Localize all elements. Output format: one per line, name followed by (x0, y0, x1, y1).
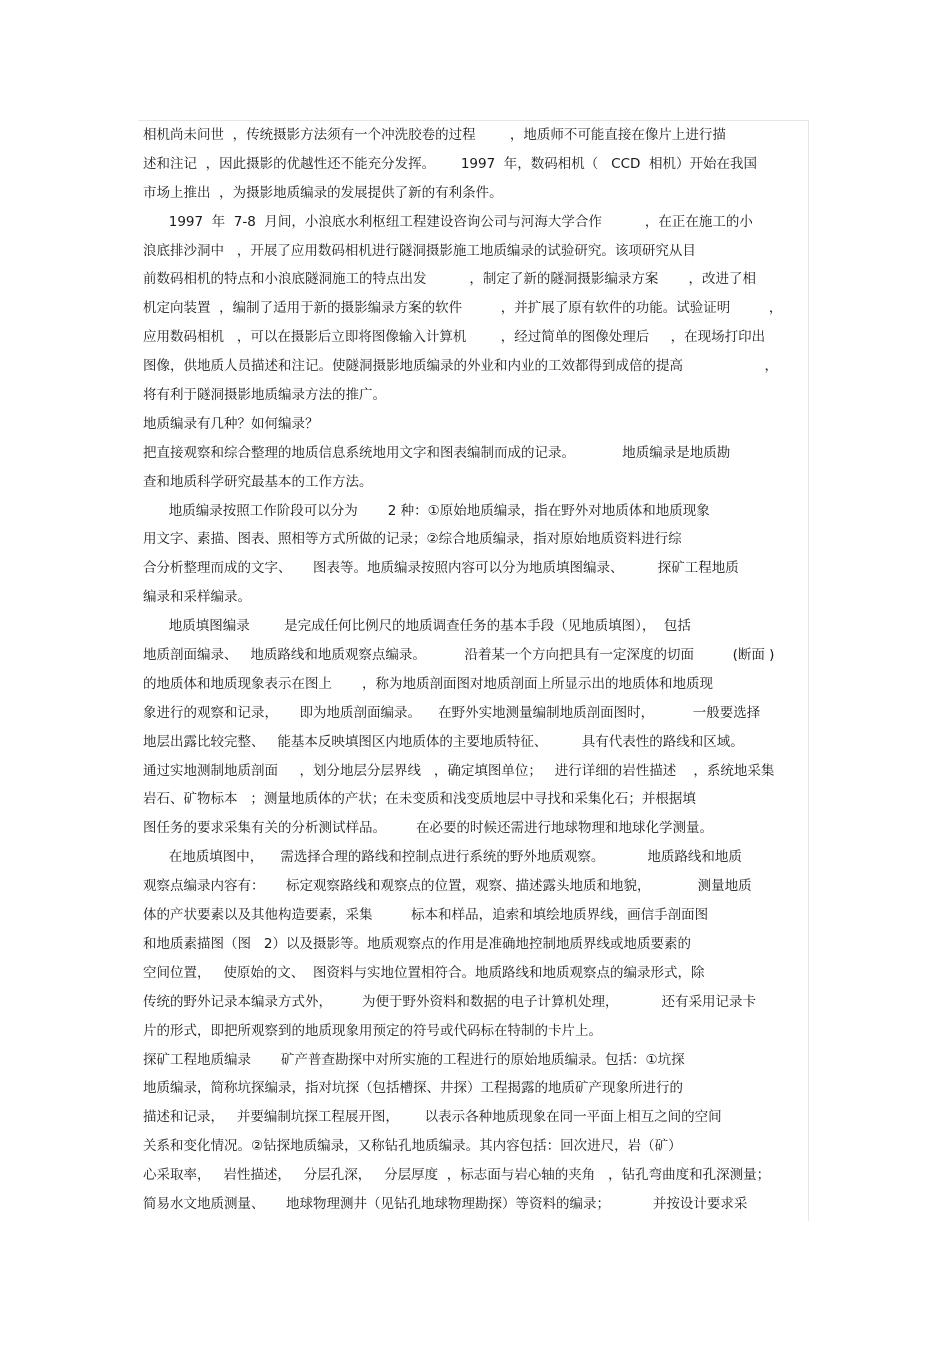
document-body (143, 121, 808, 1219)
text-line: 关系和变化情况。②钻探地质编录，又称钻孔地质编录。其内容包括：回次进尺，岩（矿） (143, 1138, 682, 1155)
text-line: 前数码相机的特点和小浪底隧洞施工的特点出发 ，制定了新的隧洞摄影编录方案 ，改进了相 (143, 271, 756, 288)
text-line: 探矿工程地质编录 矿产普查勘探中对所实施的工程进行的原始地质编录。包括：①坑探 (143, 1051, 685, 1068)
text-line: 和地质素描图（图 2）以及摄影等。地质观察点的作用是准确地控制地质界线或地质要素的 (143, 935, 691, 952)
text-line: 将有利于隧洞摄影地质编录方法的推广。 (143, 387, 386, 404)
text-line: 图任务的要求采集有关的分析测试样品。 在必要的时候还需进行地球物理和地球化学测量。 (143, 820, 714, 837)
text-line: 象进行的观察和记录， 即为地质剖面编录。 在野外实地测量编制地质剖面图时， 一般要选择 (143, 704, 761, 721)
text-line: 的地质体和地质现象表示在图上 ，称为地质剖面图对地质剖面上所显示出的地质体和地质现 (143, 675, 714, 692)
text-line: 查和地质科学研究最基本的工作方法。 (143, 473, 373, 490)
text-line: 地层出露比较完整、 能基本反映填图区内地质体的主要地质特征、 具有代表性的路线和区域。 (143, 733, 744, 750)
text-line: 用文字、素描、图表、照相等方式所做的记录；②综合地质编录，指对原始地质资料进行综 (143, 531, 682, 548)
section-question: 地质编录有几种？如何编录？ (143, 415, 319, 432)
text-line: 地质剖面编录、 地质路线和地质观察点编录。 沿着某一个方向把具有一定深度的切面 (断面 ) (143, 647, 775, 664)
text-line: 传统的野外记录本编录方式外， 为便于野外资料和数据的电子计算机处理， 还有采用记录卡 (143, 993, 756, 1010)
text-line: 图像，供地质人员描述和注记。使隧洞摄影地质编录的外业和内业的工效都得到成倍的提高 ， (143, 358, 779, 375)
text-line: 相机尚未问世 ，传统摄影方法须有一个冲洗胶卷的过程 ，地质师不可能直接在像片上进行描 (143, 127, 726, 143)
text-line: 把直接观察和综合整理的地质信息系统地用文字和图表编制而成的记录。 地质编录是地质勘 (143, 444, 731, 461)
text-line: 岩石、矿物标本 ；测量地质体的产状；在未变质和浅变质地层中寻找和采集化石；并根据填 (143, 791, 696, 808)
text-line: 片的形式，即把所观察到的地质现象用预定的符号或代码标在特制的卡片上。 (143, 1022, 602, 1039)
text-line: 述和注记 ，因此摄影的优越性还不能充分发挥。 1997 年，数码相机（ CCD 相机）开始在我国 (143, 155, 757, 172)
text-line: 心采取率， 岩性描述， 分层孔深， 分层厚度 ，标志面与岩心轴的夹角 ，钻孔弯曲度和孔深测量； (143, 1167, 771, 1184)
text-line: 简易水文地质测量、 地球物理测井（见钻孔地球物理勘探）等资料的编录； 并按设计要求采 (143, 1195, 748, 1212)
text-line: 地质编录，简称坑探编录，指对坑探（包括槽探、井探）工程揭露的地质矿产现象所进行的 (143, 1080, 683, 1097)
text-line: 体的产状要素以及其他构造要素，采集 标本和样品，追索和填绘地质界线，画信手剖面图 (143, 907, 709, 924)
text-line: 编录和采样编录。 (143, 589, 251, 606)
text-line: 应用数码相机 ，可以在摄影后立即将图像输入计算机 ，经过简单的图像处理后 ，在现场打印出 (143, 329, 766, 346)
text-line: 观察点编录内容有： 标定观察路线和观察点的位置，观察、描述露头地质和地貌， 测量地质 (143, 878, 752, 895)
text-line: 浪底排沙洞中 ，开展了应用数码相机进行隧洞摄影施工地质编录的试验研究。该项研究从目 (143, 242, 696, 259)
text-line: 在地质填图中， 需选择合理的路线和控制点进行系统的野外地质观察。 地质路线和地质 (143, 849, 742, 866)
text-line: 通过实地测制地质剖面 ，划分地层分层界线 ，确定填图单位； 进行详细的岩性描述 ，系统地采集 (143, 762, 775, 779)
text-line: 描述和记录， 并要编制坑探工程展开图， 以表示各种地质现象在同一平面上相互之间的空间 (143, 1109, 722, 1126)
text-line: 合分析整理而成的文字、 图表等。地质编录按照内容可以分为地质填图编录、 探矿工程地质 (143, 560, 739, 577)
text-line: 机定向装置 ，编制了适用于新的摄影编录方案的软件 ，并扩展了原有软件的功能。试验证明 ， (143, 300, 783, 317)
text-line: 1997 年 7-8 月间，小浪底水利枢纽工程建设咨询公司与河海大学合作 ，在正在施工的小 (143, 213, 753, 230)
text-line: 市场上推出 ，为摄影地质编录的发展提供了新的有利条件。 (143, 184, 503, 201)
text-line: 空间位置， 使原始的文、 图资料与实地位置相符合。地质路线和地质观察点的编录形式，除 (143, 964, 705, 981)
text-line: 地质填图编录 是完成任何比例尺的地质调查任务的基本手段（见地质填图）， 包括 (143, 618, 691, 635)
text-line: 地质编录按照工作阶段可以分为 2 种：①原始地质编录，指在野外对地质体和地质现象 (143, 502, 710, 519)
